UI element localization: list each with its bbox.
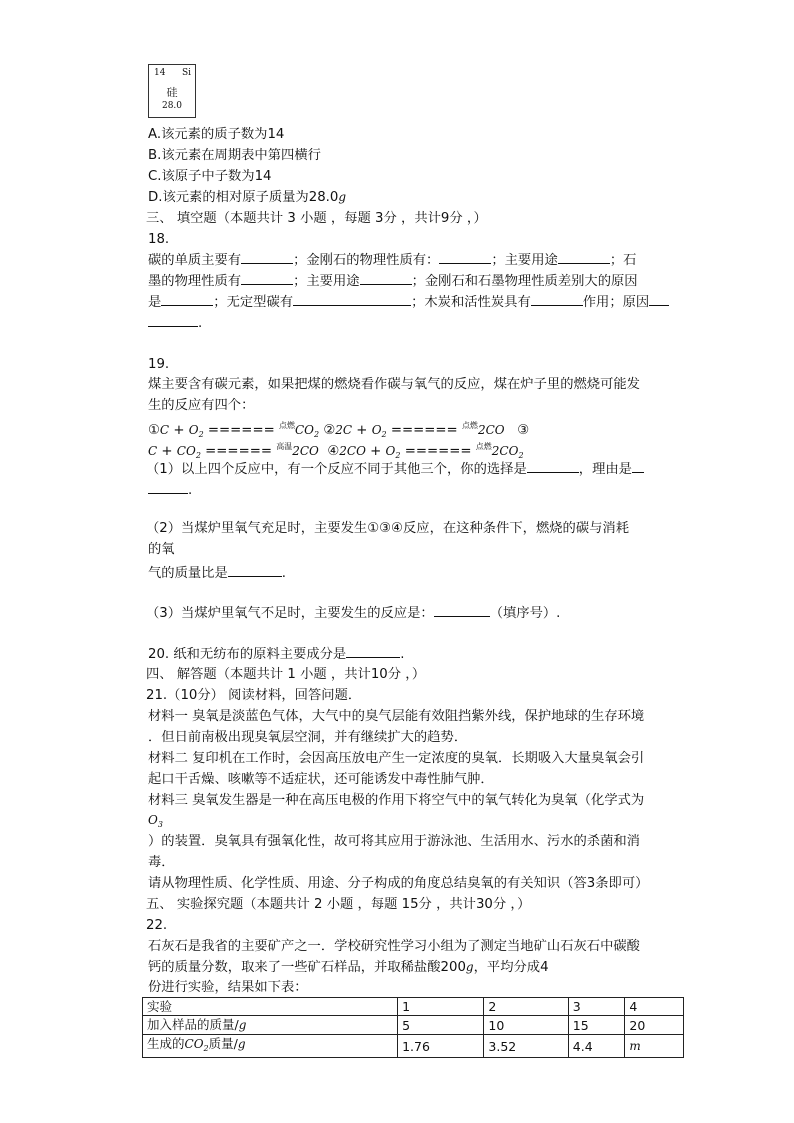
answer-blank[interactable] (148, 312, 198, 327)
q18-text: 墨的物理性质有 (148, 274, 242, 289)
q22-text: ，平均分成4 (473, 960, 549, 975)
option-d-unit: g (338, 190, 347, 204)
q18-line-3 (148, 291, 669, 313)
circle-number: ③ (517, 423, 530, 438)
q19-number: 19. (148, 357, 170, 372)
answer-blank[interactable] (531, 291, 583, 306)
q22-line-1: 石灰石是我省的主要矿产之一．学校研究性学习小组为了测定当地矿山石灰石中碳酸 (148, 939, 640, 954)
element-card-silicon (148, 64, 196, 118)
table-header-row (143, 998, 684, 1016)
q18-text: 作用；原因 (582, 295, 650, 310)
q21-material-1a: 材料一 臭氧是淡蓝色气体，大气中的臭气层能有效阻挡紫外线，保护地球的生存环境 (148, 709, 645, 724)
q19-text: ，理由是 (578, 462, 632, 477)
table-row (143, 1016, 684, 1035)
answer-blank[interactable] (228, 562, 282, 577)
answer-blank[interactable] (241, 249, 293, 264)
co2-formula: CO (184, 1037, 204, 1051)
answer-blank[interactable] (161, 291, 213, 306)
condition-label: 点燃 (278, 421, 295, 430)
q20 (148, 643, 404, 665)
answer-blank[interactable] (360, 270, 412, 285)
experiment-table (142, 997, 684, 1058)
q18-line-2 (148, 270, 638, 292)
table-header-cell: 实验 (143, 998, 398, 1016)
q19-sub-2-cont2 (148, 562, 286, 584)
q18-text: ；主要用途 (491, 253, 558, 268)
atomic-number: 14 (154, 68, 166, 78)
q18-text: ；主要用途 (293, 274, 360, 289)
answer-blank[interactable] (439, 249, 491, 264)
condition-label: 点燃 (461, 421, 478, 430)
q19-equations-line-2: $C + CO_2$ ====== $^{高温}$2CO ④2CO + $O_2$ ====== $^{点燃}2CO_2$ (148, 442, 524, 460)
q18-text: . (198, 316, 203, 331)
q19-sub-1-cont (148, 479, 192, 501)
option-d-text: D.该元素的相对原子质量为28.0 (148, 190, 339, 205)
table-cell: 15 (568, 1016, 625, 1035)
q22-text: 钙的质量分数，取来了一些矿石样品，并取稀盐酸200 (148, 960, 466, 975)
table-cell: 3.52 (484, 1035, 568, 1058)
q19-equations-line-1: ①C + $O_2$ ====== $^{点燃}CO_2$ ②2C + $O_2$ ====== $^{点燃}$2CO ③ (148, 421, 530, 439)
q19-text: （3）当煤炉里氧气不足时，主要发生的反应是： (146, 606, 434, 621)
row-label-text: 加入样品的质量/ (147, 1017, 239, 1032)
table-row-label (143, 1016, 398, 1035)
answer-blank[interactable] (241, 270, 293, 285)
q18-line-4 (148, 312, 202, 334)
condition-label: 点燃 (475, 442, 492, 451)
element-symbol: Si (181, 68, 191, 78)
q21-material-3c: ）的装置．臭氧具有强氧化性，故可将其应用于游泳池、生活用水、污水的杀菌和消 (148, 834, 640, 849)
atomic-mass: 28.0 (161, 101, 183, 111)
answer-blank[interactable] (293, 291, 411, 306)
q19-sub-2-cont: 的氧 (148, 542, 175, 557)
q22-number: 22. (146, 918, 168, 933)
q18-text: 是 (148, 295, 162, 310)
answer-blank[interactable] (632, 458, 644, 473)
q19-sub-1 (146, 458, 644, 480)
q18-text: ；金刚石的物理性质有： (293, 253, 440, 268)
q22-unit: g (465, 960, 474, 974)
table-header-cell: 2 (484, 998, 568, 1016)
q21-heading: 21.（10分） 阅读材料，回答问题． (146, 688, 362, 703)
option-c: C.该原子中子数为14 (148, 169, 272, 184)
q19-text: . (281, 566, 287, 581)
q19-line-2: 生的反应有四个： (148, 398, 255, 413)
q19-line-1: 煤主要含有碳元素，如果把煤的燃烧看作碳与氧气的反应，煤在炉子里的燃烧可能发 (148, 377, 640, 392)
table-cell: 10 (484, 1016, 568, 1035)
q20-text: . (400, 647, 405, 662)
circle-number: ① (148, 423, 160, 438)
q19-sub-3 (146, 602, 560, 624)
row-label-text: 生成的 (147, 1036, 185, 1051)
q18-text: ；木炭和活性炭具有 (411, 295, 531, 310)
ozone-subscript: 3 (157, 820, 163, 829)
answer-blank[interactable] (558, 249, 610, 264)
table-cell: 4.4 (568, 1035, 625, 1058)
option-a: A.该元素的质子数为14 (148, 127, 285, 142)
section-5-heading: 五、 实验探究题（本题共计 2 小题 ，每题 15分 ，共计30分 ，） (146, 897, 531, 912)
q21-material-1b: ．但日前南极出现臭氧层空洞，并有继续扩大的趋势． (148, 730, 468, 745)
answer-blank[interactable] (527, 458, 579, 473)
row-label-unit: g (238, 1018, 247, 1032)
answer-blank[interactable] (148, 479, 188, 494)
co2-subscript: 2 (203, 1044, 209, 1053)
answer-blank[interactable] (434, 602, 490, 617)
q22-line-2 (148, 957, 549, 978)
q21-question: 请从物理性质、化学性质、用途、分子构成的角度总结臭氧的有关知识（答3条即可） (148, 876, 649, 891)
table-header-cell: 4 (625, 998, 684, 1016)
condition-label: 高温 (276, 442, 293, 451)
q18-text: ；无定型碳有 (213, 295, 294, 310)
table-cell: m (625, 1035, 684, 1058)
table-row-label (143, 1035, 398, 1058)
option-b: B.该元素在周期表中第四横行 (148, 148, 321, 163)
ozone-formula: O (148, 813, 158, 827)
q21-material-2b: 起口干舌燥、咳嗽等不适症状，还可能诱发中毒性肺气肿． (148, 772, 494, 787)
option-d (148, 187, 346, 208)
table-row (143, 1035, 684, 1058)
section-3-heading: 三、 填空题（本题共计 3 小题 ，每题 3分 ，共计9分 ，） (146, 211, 487, 226)
table-header-cell: 3 (568, 998, 625, 1016)
element-name: 硅 (166, 86, 178, 99)
circle-number: ② (323, 423, 336, 438)
q21-material-2a: 材料二 复印机在工作时，会因高压放电产生一定浓度的臭氧．长期吸入大量臭氧会引 (148, 751, 645, 766)
q19-text: （填序号）. (489, 606, 561, 621)
q21-material-3d: 毒． (148, 855, 175, 870)
q18-line-1 (148, 249, 636, 271)
table-cell: 5 (398, 1016, 484, 1035)
q18-text: ；石 (609, 253, 637, 268)
answer-blank[interactable] (346, 643, 400, 658)
circle-number: ④ (327, 444, 340, 459)
q18-text: ；金刚石和石墨物理性质差别大的原因 (411, 274, 638, 289)
q21-material-3a: 材料三 臭氧发生器是一种在高压电极的作用下将空气中的氧气转化为臭氧（化学式为 (148, 793, 645, 808)
q18-number: 18. (148, 232, 170, 247)
q19-text: （1）以上四个反应中，有一个反应不同于其他三个，你的选择是 (146, 462, 527, 477)
q22-line-3: 份进行实验，结果如下表： (148, 980, 308, 995)
row-label-unit: g (237, 1037, 246, 1051)
q20-text: 20. 纸和无纺布的原料主要成分是 (148, 647, 347, 662)
table-cell: 1.76 (398, 1035, 484, 1058)
q19-sub-2: （2）当煤炉里氧气充足时，主要发生①③④反应，在这种条件下，燃烧的碳与消耗 (146, 521, 630, 536)
table-cell: 20 (625, 1016, 684, 1035)
q19-text: . (188, 483, 193, 498)
section-4-heading: 四、 解答题（本题共计 1 小题 ，共计10分 ，） (146, 667, 426, 682)
table-header-cell: 1 (398, 998, 484, 1016)
q19-text: 气的质量比是 (148, 566, 228, 581)
q18-text: 碳的单质主要有 (148, 253, 242, 268)
answer-blank[interactable] (649, 291, 669, 306)
row-label-text: 质量/ (208, 1036, 238, 1051)
